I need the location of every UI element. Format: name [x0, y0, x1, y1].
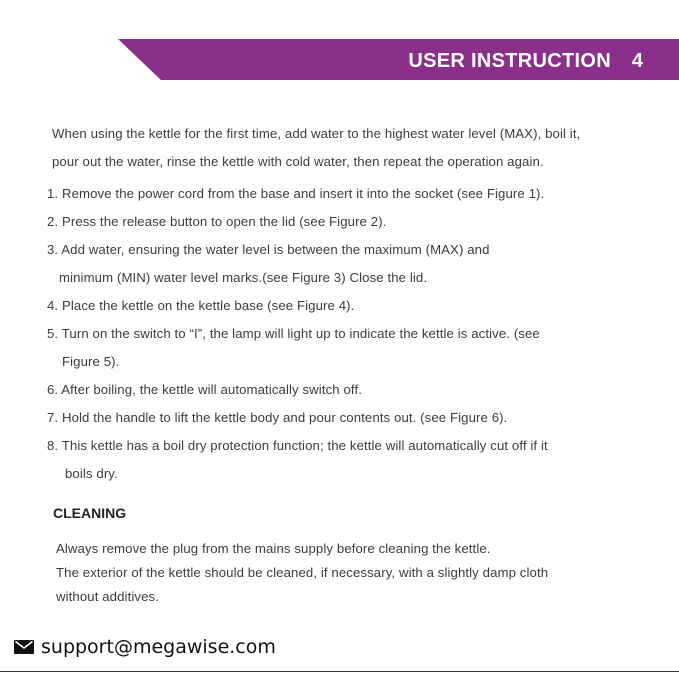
page-title: USER INSTRUCTION — [408, 50, 611, 72]
step-line: boils dry. — [65, 466, 118, 481]
step-line: 7. Hold the handle to lift the kettle body and pour contents out. (see Figure 6). — [47, 410, 508, 425]
step-line: 4. Place the kettle on the kettle base (see Figure 4). — [47, 298, 355, 313]
intro-line: pour out the water, rinse the kettle with cold water, then repeat the operation again. — [52, 154, 544, 169]
cleaning-line: The exterior of the kettle should be cleaned, if necessary, with a slightly damp cloth — [56, 565, 549, 580]
step-line: minimum (MIN) water level marks.(see Figure 3) Close the lid. — [59, 270, 428, 285]
support-email[interactable]: support@megawise.com — [41, 636, 276, 658]
step-line: 5. Turn on the switch to “I”, the lamp will light up to indicate the kettle is active. (see — [47, 326, 540, 341]
cleaning-heading: CLEANING — [53, 505, 127, 521]
step-line: 3. Add water, ensuring the water level is between the maximum (MAX) and — [47, 242, 490, 257]
cleaning-line: Always remove the plug from the mains supply before cleaning the kettle. — [56, 541, 491, 556]
bottom-divider — [0, 671, 679, 672]
cleaning-line: without additives. — [56, 589, 159, 604]
step-line: 6. After boiling, the kettle will automatically switch off. — [47, 382, 362, 397]
intro-line: When using the kettle for the first time, add water to the highest water level (MAX), boil it, — [52, 126, 581, 141]
step-line: 2. Press the release button to open the lid (see Figure 2). — [47, 214, 387, 229]
step-line: 1. Remove the power cord from the base and insert it into the socket (see Figure 1). — [47, 186, 545, 201]
step-line: 8. This kettle has a boil dry protection function; the kettle will automatically cut off if it — [47, 438, 548, 453]
envelope-icon — [14, 640, 34, 654]
step-line: Figure 5). — [62, 354, 120, 369]
footer-contact — [14, 636, 276, 658]
page-number: 4 — [631, 50, 643, 72]
